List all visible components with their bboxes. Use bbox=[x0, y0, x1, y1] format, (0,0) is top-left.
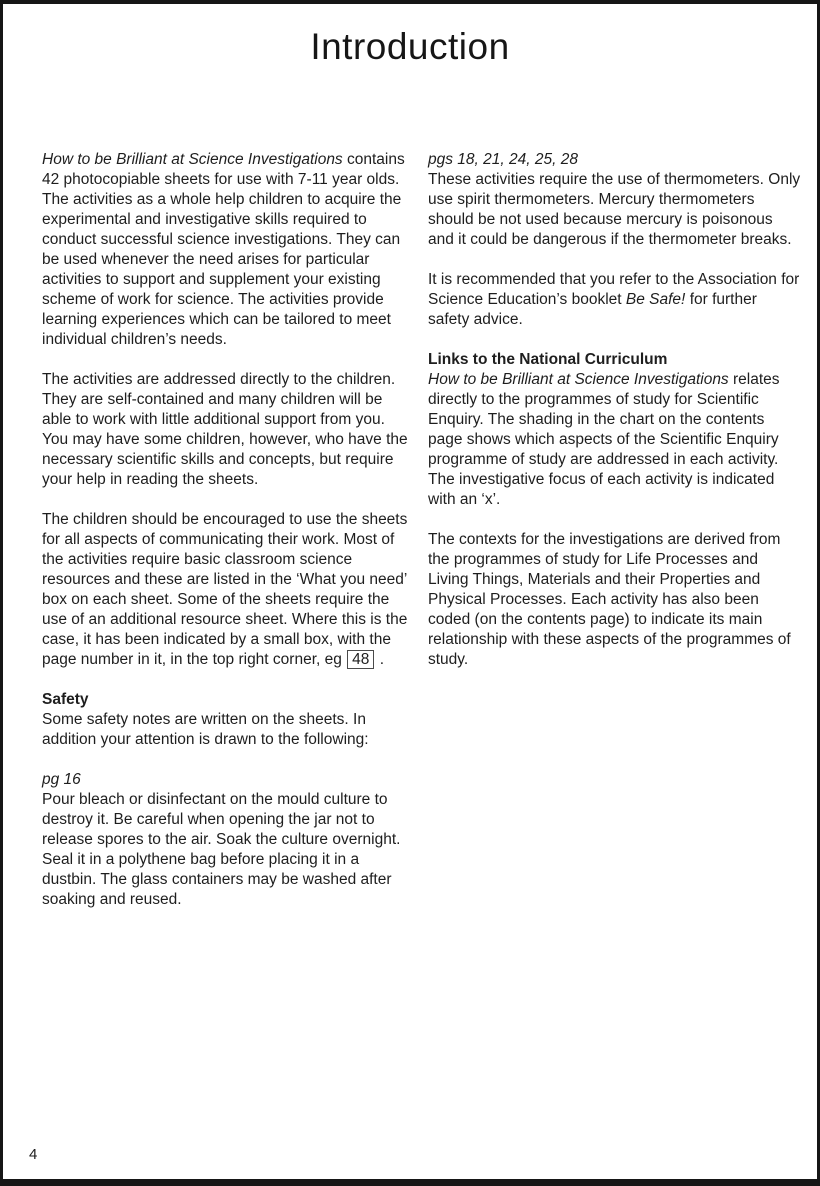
curriculum-text: relates directly to the programmes of study for Scientific Enquiry. The shading in the chart on the contents page shows which aspects of the Scientific Enquiry programme of study are addressed in each activity. The investigative focus of each activity is indicated with an ‘x’. bbox=[428, 371, 780, 508]
right-column bbox=[428, 150, 801, 930]
thermometer-note-heading: pgs 18, 21, 24, 25, 28 bbox=[428, 151, 578, 168]
paragraph-contexts-text: The contexts for the investigations are derived from the programmes of study for Life Processes and Living Things, Materials and their Properties and Physical Processes. Each activity has also been coded (on the contents page) to indicate its main relationship with these aspects of the programmes of study. bbox=[428, 531, 791, 668]
paragraph-activities bbox=[42, 370, 415, 490]
paragraph-communicating-end: . bbox=[379, 651, 385, 668]
paragraph-intro bbox=[42, 150, 415, 350]
section-pg16-note bbox=[42, 770, 415, 910]
section-safety bbox=[42, 690, 415, 750]
paragraph-intro-text: contains 42 photocopiable sheets for use with 7-11 year olds. The activities as a whole help children to acquire the experimental and investigative skills required to conduct successful science investigations. They can be used whenever the need arises for particular activities to support and supplement your existing scheme of work for science. The activities provide learning experiences which can be tailored to meet individual children’s needs. bbox=[42, 151, 405, 348]
safety-heading: Safety bbox=[42, 691, 89, 708]
be-safe-text-after: for further safety advice. bbox=[428, 291, 757, 328]
left-column bbox=[42, 150, 415, 930]
be-safe-booklet-title: Be Safe! bbox=[625, 291, 686, 308]
two-column-body bbox=[42, 150, 801, 930]
pg16-heading: pg 16 bbox=[42, 771, 81, 788]
curriculum-body bbox=[428, 370, 801, 510]
pg16-text: Pour bleach or disinfectant on the mould culture to destroy it. Be careful when opening the jar not to release spores to the air. Soak the culture overnight. Seal it in a polythene bag before placing it in a dustbin. The glass containers may be washed after soaking and reused. bbox=[42, 791, 401, 908]
paragraph-be-safe bbox=[428, 270, 801, 330]
paragraph-activities-text: The activities are addressed directly to the children. They are self-contained and many children will be able to work with little additional support from you. You may have some children, however, who have the necessary scientific skills and concepts, but require your help in reading the sheets. bbox=[42, 371, 408, 488]
section-thermometer-note bbox=[428, 150, 801, 250]
page-title: Introduction bbox=[310, 26, 510, 67]
safety-text: Some safety notes are written on the sheets. In addition your attention is drawn to the following: bbox=[42, 711, 369, 748]
paragraph-contexts bbox=[428, 530, 801, 670]
curriculum-heading: Links to the National Curriculum bbox=[428, 351, 668, 368]
paragraph-communicating bbox=[42, 510, 415, 670]
thermometer-note-text: These activities require the use of thermometers. Only use spirit thermometers. Mercury thermometers should be not used because mercury is poisonous and it could be dangerous if the thermometer breaks. bbox=[428, 171, 801, 248]
be-safe-text-before: It is recommended that you refer to the Association for Science Education’s booklet bbox=[428, 271, 800, 308]
page-number: 4 bbox=[29, 1146, 38, 1163]
section-curriculum bbox=[428, 350, 801, 510]
page-ref-box: 48 bbox=[347, 650, 374, 669]
paragraph-communicating-text: The children should be encouraged to use the sheets for all aspects of communicating their work. Most of the activities require basic classroom science resources and these are listed in the ‘What you need’ box on each sheet. Some of the sheets require the use of an additional resource sheet. Where this is the case, it has been indicated by a small box, with the page number in it, in the top right corner, eg bbox=[42, 511, 408, 668]
book-title-italic: How to be Brilliant at Science Investigations bbox=[42, 151, 343, 168]
curriculum-book-title-italic: How to be Brilliant at Science Investigations bbox=[428, 371, 729, 388]
